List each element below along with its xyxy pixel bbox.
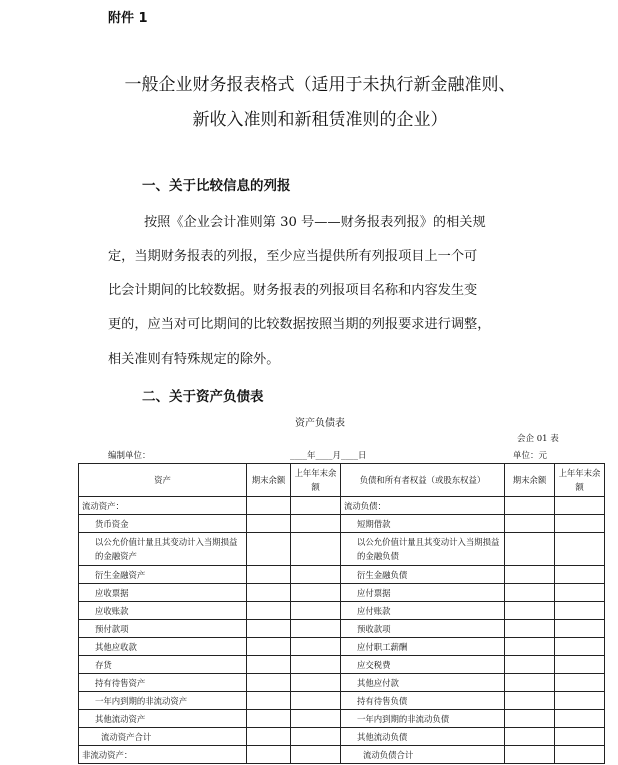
asset-cell: 流动资产： <box>79 497 247 515</box>
table-row <box>79 602 605 620</box>
table-row <box>79 674 605 692</box>
asset-cell: 其他应收款 <box>79 638 247 656</box>
table-row <box>79 638 605 656</box>
table-row <box>79 656 605 674</box>
header-liabilities-equity: 负债和所有者权益（或股东权益） <box>341 464 505 497</box>
document-title-line2: 新收入准则和新租赁准则的企业） <box>192 110 448 130</box>
liability-cell: 衍生金融负债 <box>341 566 505 584</box>
form-code: 会企 01 表 <box>517 434 559 444</box>
asset-cell: 存货 <box>79 656 247 674</box>
asset-cell: 货币资金 <box>79 515 247 533</box>
attachment-label: 附件 1 <box>108 11 148 26</box>
balance-sheet-table <box>78 463 605 764</box>
header-prior-year-end-2: 上年年末余额 <box>555 464 605 497</box>
liability-cell: 应付职工薪酬 <box>341 638 505 656</box>
table-row <box>79 584 605 602</box>
paragraph-line-2: 定，当期财务报表的列报，至少应当提供所有列报项目上一个可 <box>108 249 478 264</box>
table-row <box>79 728 605 746</box>
table-row <box>79 710 605 728</box>
table-row <box>79 692 605 710</box>
liability-cell: 其他应付款 <box>341 674 505 692</box>
section1-heading: 一、关于比较信息的列报 <box>142 178 291 194</box>
table-row <box>79 620 605 638</box>
asset-cell: 以公允价值计量且其变动计入当期损益的金融资产 <box>79 533 247 566</box>
paragraph-line-4: 更的，应当对可比期间的比较数据按照当期的列报要求进行调整， <box>108 317 491 332</box>
header-period-end: 期末余额 <box>247 464 291 497</box>
liability-cell: 其他流动负债 <box>341 728 505 746</box>
liability-cell: 持有待售负债 <box>341 692 505 710</box>
liability-cell: 以公允价值计量且其变动计入当期损益的金融负债 <box>341 533 505 566</box>
currency-unit-label: 单位：元 <box>513 451 548 461</box>
table-row <box>79 566 605 584</box>
table-row <box>79 497 605 515</box>
table-row <box>79 746 605 764</box>
date-label: ____年____月____日 <box>290 451 367 461</box>
liability-cell: 流动负债合计 <box>341 746 505 764</box>
liability-cell: 流动负债： <box>341 497 505 515</box>
header-period-end-2: 期末余额 <box>505 464 555 497</box>
asset-cell: 应收票据 <box>79 584 247 602</box>
table-header-row <box>79 464 605 497</box>
paragraph-line-3: 比会计期间的比较数据。财务报表的列报项目名称和内容发生变 <box>108 283 478 298</box>
liability-cell: 短期借款 <box>341 515 505 533</box>
liability-cell: 预收款项 <box>341 620 505 638</box>
liability-cell: 应交税费 <box>341 656 505 674</box>
table-caption: 资产负债表 <box>295 418 345 429</box>
document-title-line1: 一般企业财务报表格式（适用于未执行新金融准则、 <box>124 75 516 95</box>
paragraph-line-1: 按照《企业会计准则第 30 号——财务报表列报》的相关规 <box>144 215 486 230</box>
section2-heading: 二、关于资产负债表 <box>142 389 264 405</box>
header-prior-year-end: 上年年末余额 <box>291 464 341 497</box>
asset-cell: 其他流动资产 <box>79 710 247 728</box>
table-row <box>79 515 605 533</box>
asset-cell: 持有待售资产 <box>79 674 247 692</box>
asset-cell: 非流动资产： <box>79 746 247 764</box>
liability-cell: 应付账款 <box>341 602 505 620</box>
asset-cell: 一年内到期的非流动资产 <box>79 692 247 710</box>
preparing-unit-label: 编制单位： <box>108 451 151 461</box>
asset-cell: 预付款项 <box>79 620 247 638</box>
asset-cell: 衍生金融资产 <box>79 566 247 584</box>
asset-cell: 流动资产合计 <box>79 728 247 746</box>
table-row <box>79 533 605 566</box>
liability-cell: 应付票据 <box>341 584 505 602</box>
header-assets: 资产 <box>79 464 247 497</box>
liability-cell: 一年内到期的非流动负债 <box>341 710 505 728</box>
paragraph-line-5: 相关准则有特殊规定的除外。 <box>108 352 280 367</box>
asset-cell: 应收账款 <box>79 602 247 620</box>
